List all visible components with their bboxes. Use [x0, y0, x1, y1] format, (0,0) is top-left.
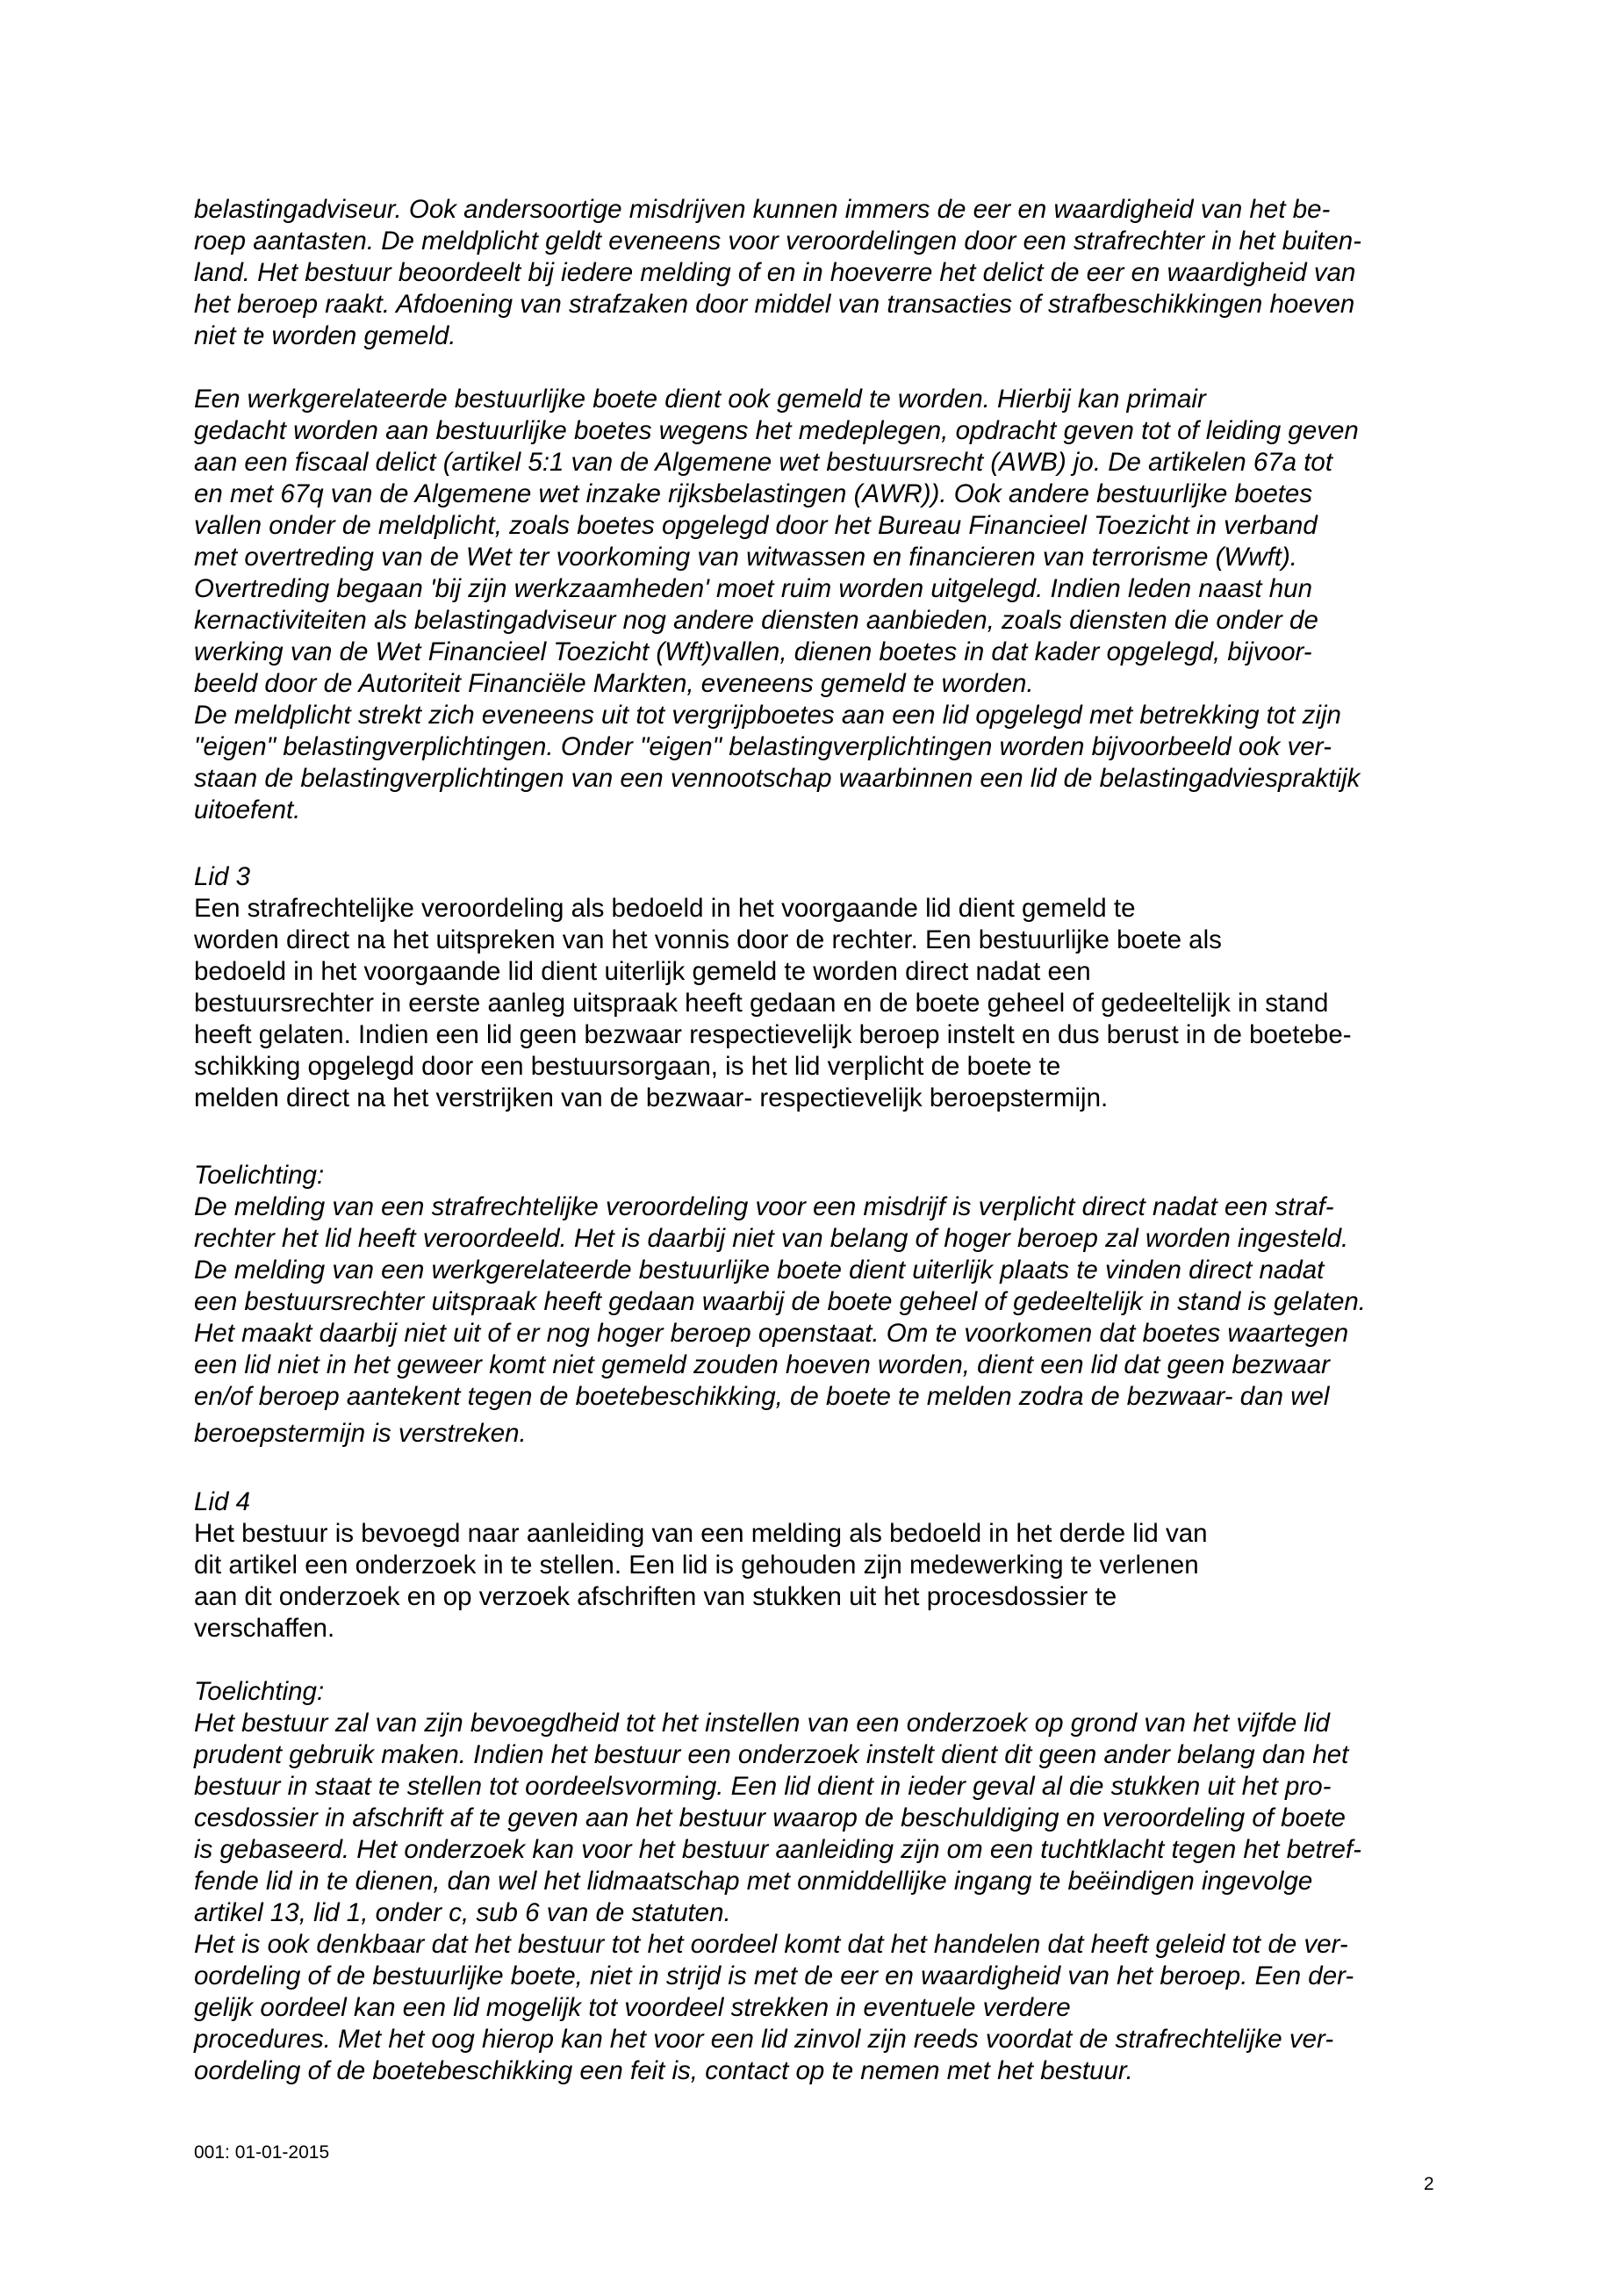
tl4-line: prudent gebruik maken. Indien het bestuur een onderzoek instelt dient dit geen ander belang dan het: [194, 1740, 1349, 1769]
lid4-line: verschaffen.: [194, 1614, 335, 1643]
tl3-line: een lid niet in het geweer komt niet gemeld zouden hoeven worden, dient een lid dat geen bezwaar: [194, 1350, 1330, 1379]
p2-line: gedacht worden aan bestuurlijke boetes wegens het medeplegen, opdracht geven tot of leiding geven: [194, 416, 1359, 445]
lid4-line: aan dit onderzoek en op verzoek afschriften van stukken uit het procesdossier te: [194, 1582, 1117, 1611]
lid4-line: Het bestuur is bevoegd naar aanleiding van een melding als bedoeld in het derde lid van: [194, 1519, 1208, 1548]
p2-line: aan een fiscaal delict (artikel 5:1 van de Algemene wet bestuursrecht (AWB) jo. De artikelen 67a tot: [194, 448, 1333, 477]
tl3-line: De melding van een strafrechtelijke veroordeling voor een misdrijf is verplicht direct nadat een straf-: [194, 1192, 1334, 1221]
tl4-line: cesdossier in afschrift af te geven aan het bestuur waarop de beschuldiging en veroordeling of boete: [194, 1803, 1346, 1832]
tl3-line: De melding van een werkgerelateerde bestuurlijke boete dient uiterlijk plaats te vinden direct nadat: [194, 1256, 1325, 1285]
p1-line: belastingadviseur. Ook andersoortige misdrijven kunnen immers de eer en waardigheid van het be-: [194, 195, 1331, 224]
p1-line: het beroep raakt. Afdoening van strafzaken door middel van transacties of strafbeschikkingen hoeven: [194, 290, 1355, 319]
tl4-line: Het bestuur zal van zijn bevoegdheid tot het instellen van een onderzoek op grond van het vijfde lid: [194, 1709, 1330, 1738]
toelichting-label: Toelichting:: [194, 1161, 325, 1190]
p2-line: vallen onder de meldplicht, zoals boetes opgelegd door het Bureau Financieel Toezicht in verband: [194, 511, 1318, 540]
tl3-line: Het maakt daarbij niet uit of er nog hoger beroep openstaat. Om te voorkomen dat boetes waartegen: [194, 1319, 1349, 1348]
page-number: 2: [1424, 2174, 1434, 2194]
tl4-line: oordeling of de boetebeschikking een feit is, contact op te nemen met het bestuur.: [194, 2056, 1133, 2085]
lid4-line: dit artikel een onderzoek in te stellen. Een lid is gehouden zijn medewerking te verlenen: [194, 1551, 1199, 1580]
tl4-line: oordeling of de bestuurlijke boete, niet in strijd is met de eer en waardigheid van het beroep. Een der-: [194, 1961, 1354, 1990]
lid3-line: schikking opgelegd door een bestuursorgaan, is het lid verplicht de boete te: [194, 1052, 1061, 1081]
tl3-line: rechter het lid heeft veroordeeld. Het is daarbij niet van belang of hoger beroep zal worden ingesteld.: [194, 1224, 1349, 1253]
p2-line: Overtreding begaan 'bij zijn werkzaamheden' moet ruim worden uitgelegd. Indien leden naast hun: [194, 574, 1312, 603]
tl4-line: artikel 13, lid 1, onder c, sub 6 van de statuten.: [194, 1898, 731, 1927]
lid3-line: bedoeld in het voorgaande lid dient uiterlijk gemeld te worden direct nadat een: [194, 957, 1091, 986]
lid3-line: bestuursrechter in eerste aanleg uitspraak heeft gedaan en de boete geheel of gedeeltelijk in stand: [194, 989, 1329, 1018]
p1-line: land. Het bestuur beoordeelt bij iedere melding of en in hoeverre het delict de eer en waardigheid van: [194, 258, 1356, 287]
footer-date: 001: 01-01-2015: [194, 2142, 330, 2163]
p1-line: roep aantasten. De meldplicht geldt eveneens voor veroordelingen door een strafrechter in het buiten-: [194, 227, 1361, 256]
lid3-line: heeft gelaten. Indien een lid geen bezwaar respectievelijk beroep instelt en dus berust in de boetebe-: [194, 1020, 1352, 1049]
p2-line: Een werkgerelateerde bestuurlijke boete dient ook gemeld te worden. Hierbij kan primair: [194, 385, 1206, 414]
p1-line: niet te worden gemeld.: [194, 321, 456, 350]
p2-line: staan de belastingverplichtingen van een vennootschap waarbinnen een lid de belastingadviespraktijk: [194, 764, 1361, 793]
p2-line: De meldplicht strekt zich eveneens uit tot vergrijpboetes aan een lid opgelegd met betrekking tot zijn: [194, 701, 1341, 730]
lid4-heading: Lid 4: [194, 1487, 250, 1516]
p2-line: uitoefent.: [194, 795, 301, 824]
p2-line: en met 67q van de Algemene wet inzake rijksbelastingen (AWR)). Ook andere bestuurlijke boetes: [194, 479, 1313, 508]
toelichting-label: Toelichting:: [194, 1677, 325, 1706]
p2-line: werking van de Wet Financieel Toezicht (Wft)vallen, dienen boetes in dat kader opgelegd, bijvoor-: [194, 637, 1312, 666]
tl3-line: en/of beroep aantekent tegen de boetebeschikking, de boete te melden zodra de bezwaar- dan wel: [194, 1382, 1330, 1411]
tl4-line: bestuur in staat te stellen tot oordeelsvorming. Een lid dient in ieder geval al die stukken uit het pro-: [194, 1772, 1332, 1801]
tl4-line: fende lid in te dienen, dan wel het lidmaatschap met onmiddellijke ingang te beëindigen ingevolge: [194, 1867, 1313, 1896]
p2-line: kernactiviteiten als belastingadviseur nog andere diensten aanbieden, zoals diensten die onder de: [194, 606, 1318, 635]
lid3-heading: Lid 3: [194, 862, 250, 891]
tl3-line: beroepstermijn is verstreken.: [194, 1419, 527, 1448]
p2-line: beeld door de Autoriteit Financiële Markten, eveneens gemeld te worden.: [194, 669, 1034, 698]
tl3-line: een bestuursrechter uitspraak heeft gedaan waarbij de boete geheel of gedeeltelijk in stand is gelaten.: [194, 1287, 1366, 1316]
lid3-line: worden direct na het uitspreken van het vonnis door de rechter. Een bestuurlijke boete als: [194, 925, 1222, 954]
lid3-line: Een strafrechtelijke veroordeling als bedoeld in het voorgaande lid dient gemeld te: [194, 894, 1136, 923]
tl4-line: is gebaseerd. Het onderzoek kan voor het bestuur aanleiding zijn om een tuchtklacht tegen het betref-: [194, 1835, 1361, 1864]
tl4-line: Het is ook denkbaar dat het bestuur tot het oordeel komt dat het handelen dat heeft geleid tot de ver-: [194, 1930, 1348, 1959]
tl4-line: procedures. Met het oog hierop kan het voor een lid zinvol zijn reeds voordat de strafrechtelijke ver-: [194, 2025, 1334, 2054]
p2-line: "eigen" belastingverplichtingen. Onder "eigen" belastingverplichtingen worden bijvoorbeeld ook ver-: [194, 732, 1332, 761]
lid3-line: melden direct na het verstrijken van de bezwaar- respectievelijk beroepstermijn.: [194, 1083, 1109, 1112]
p2-line: met overtreding van de Wet ter voorkoming van witwassen en financieren van terrorisme (Wwft).: [194, 543, 1297, 572]
tl4-line: gelijk oordeel kan een lid mogelijk tot voordeel strekken in eventuele verdere: [194, 1993, 1071, 2022]
